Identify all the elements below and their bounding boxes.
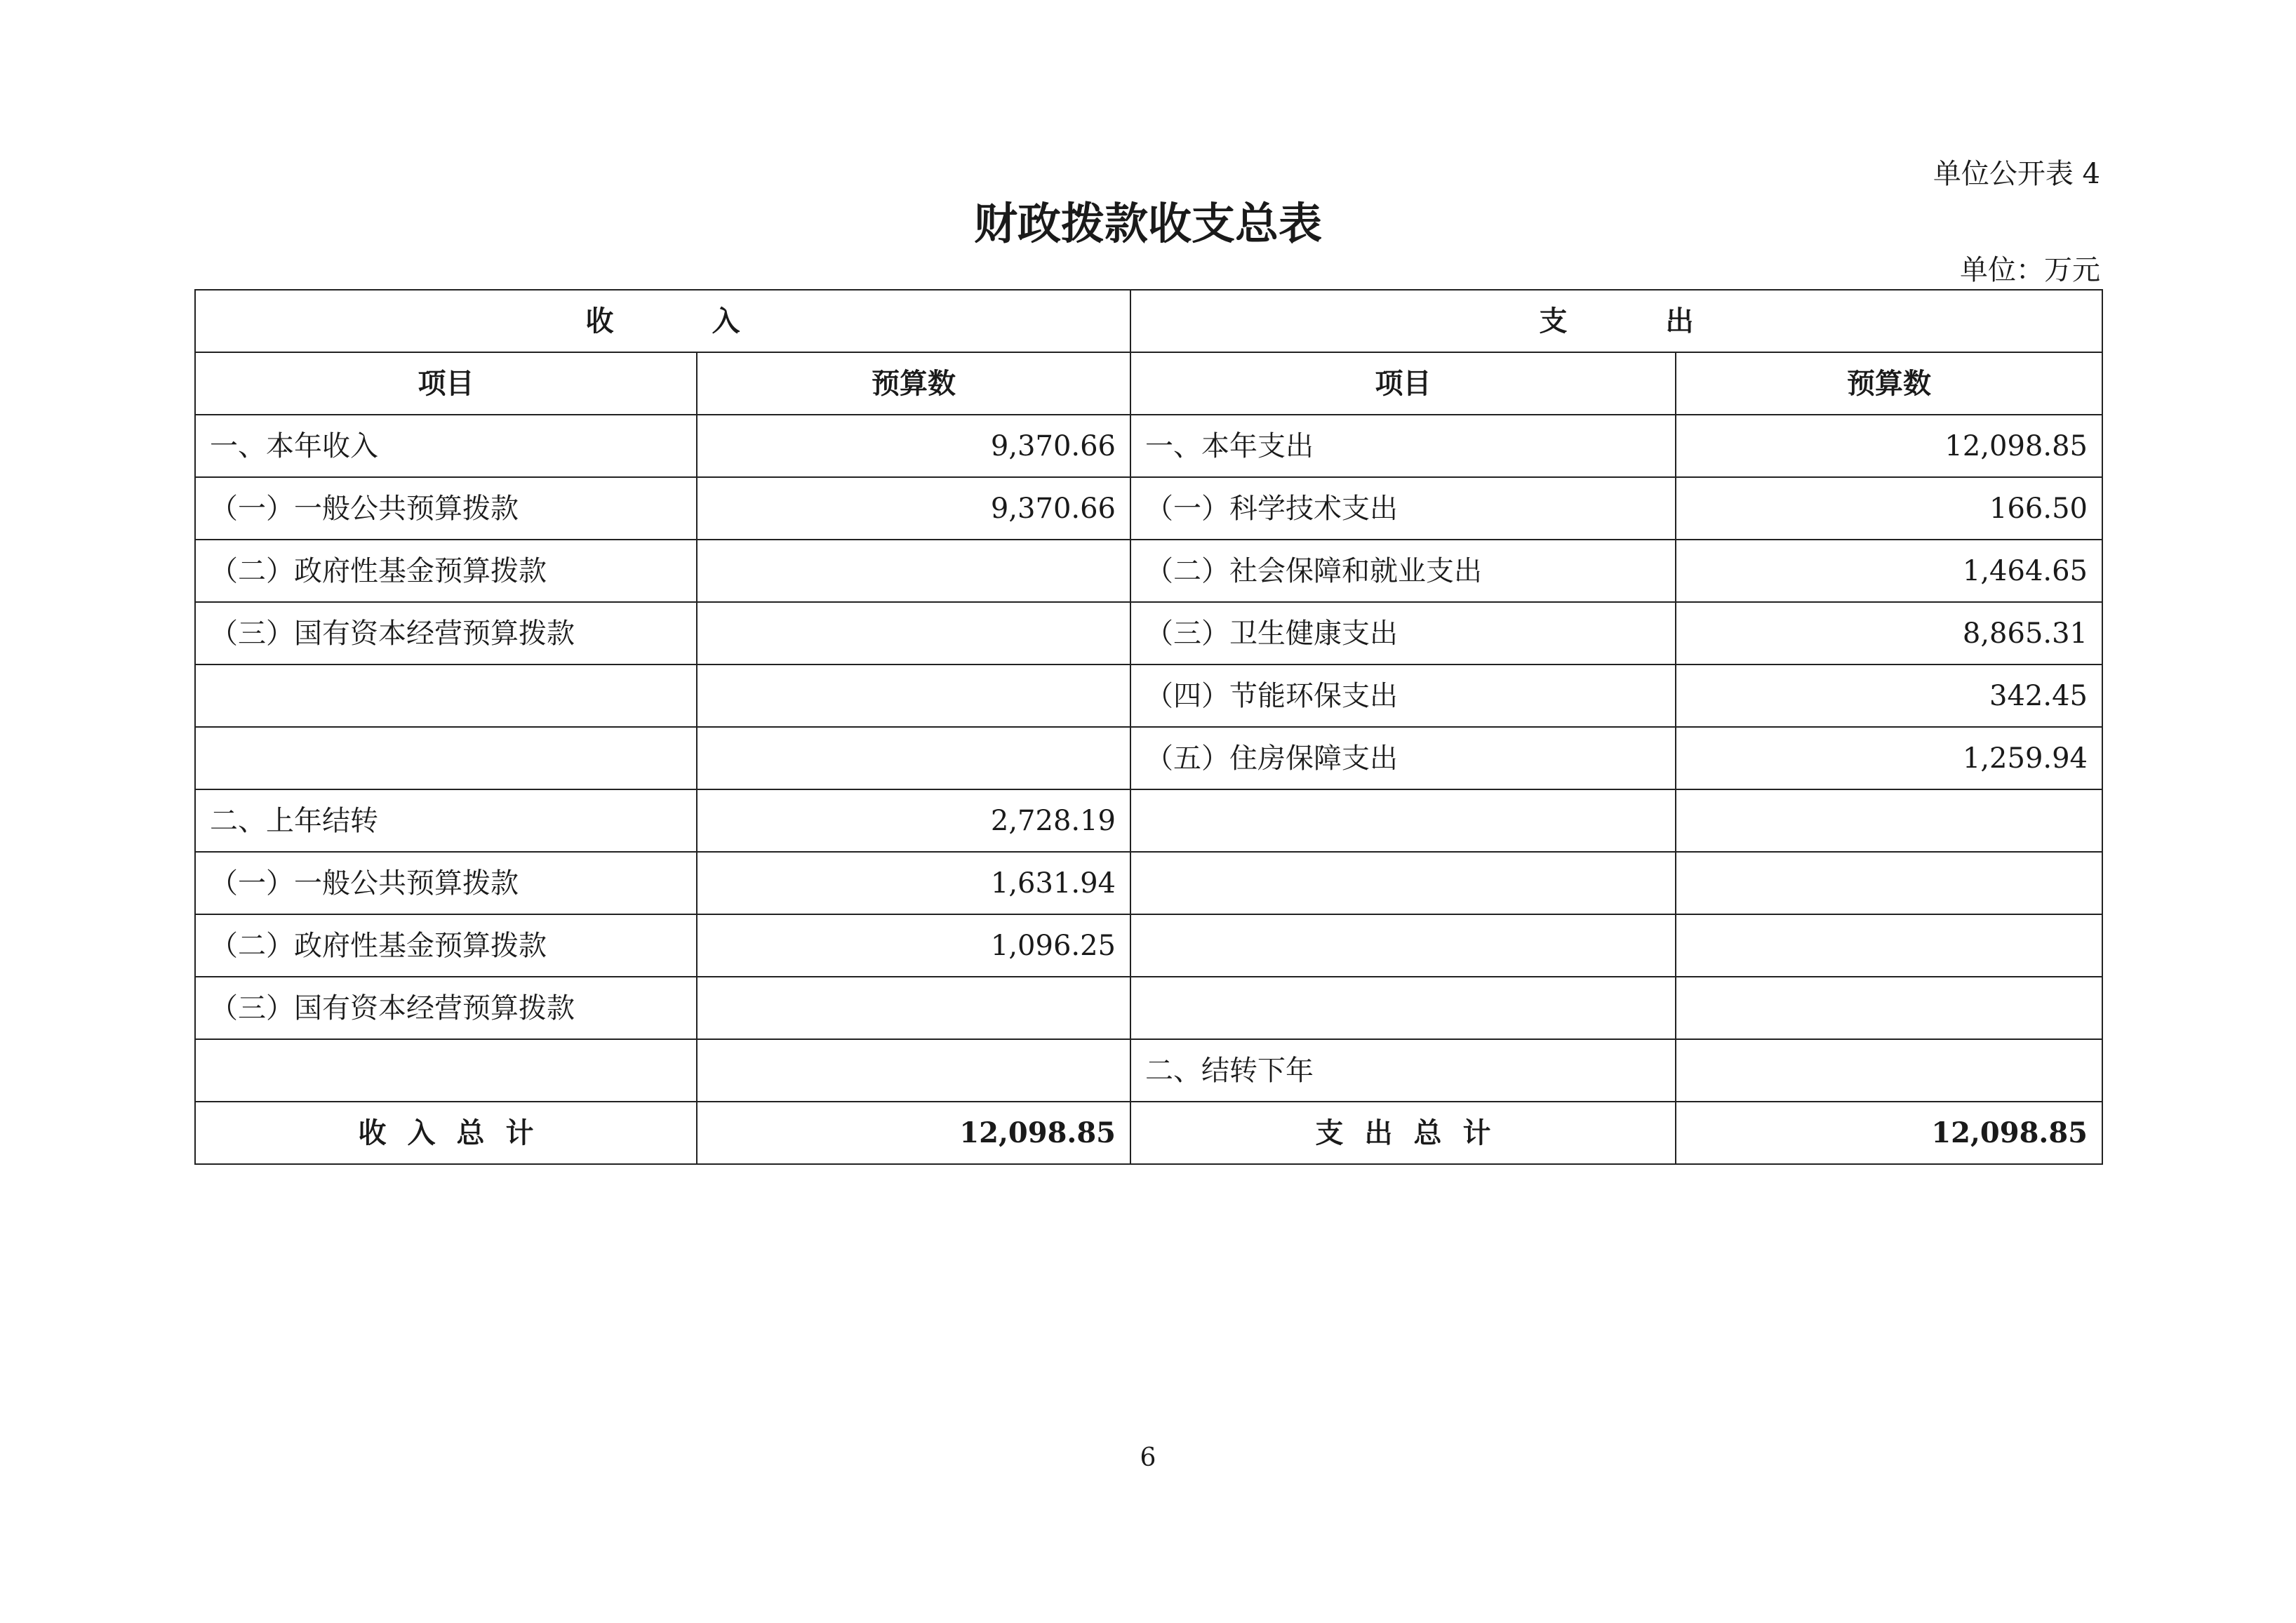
expense-amount: 1,259.94: [1676, 727, 2102, 789]
page-number: 6: [1140, 1443, 1156, 1472]
income-amount: [697, 540, 1130, 602]
income-amount: [697, 727, 1130, 789]
expense-item: （二）社会保障和就业支出: [1130, 540, 1676, 602]
totals-row: [195, 1102, 2102, 1164]
expense-total-amount: 12,098.85: [1676, 1102, 2102, 1164]
expense-item: （三）卫生健康支出: [1130, 602, 1676, 664]
expense-total-label: 支出总计: [1130, 1102, 1676, 1164]
expense-amount: 1,464.65: [1676, 540, 2102, 602]
income-amount: [697, 977, 1130, 1039]
expense-amount: [1676, 977, 2102, 1039]
income-total-amount: 12,098.85: [697, 1102, 1130, 1164]
table-row: [195, 789, 2102, 852]
expense-item: 二、结转下年: [1130, 1039, 1676, 1102]
expense-amount: [1676, 789, 2102, 852]
table-row: [195, 1039, 2102, 1102]
income-amount-header: 预算数: [697, 352, 1130, 415]
section-header-row: [195, 290, 2102, 352]
expense-amount: [1676, 1039, 2102, 1102]
income-amount: 2,728.19: [697, 789, 1130, 852]
income-item: （一）一般公共预算拨款: [195, 477, 697, 540]
income-amount: [697, 1039, 1130, 1102]
income-item: （三）国有资本经营预算拨款: [195, 977, 697, 1039]
expense-item: （五）住房保障支出: [1130, 727, 1676, 789]
column-header-row: [195, 352, 2102, 415]
table-row: [195, 727, 2102, 789]
income-item: [195, 727, 697, 789]
income-item: 二、上年结转: [195, 789, 697, 852]
expense-item: [1130, 852, 1676, 914]
table-row: [195, 415, 2102, 477]
expense-amount: [1676, 852, 2102, 914]
income-item: 一、本年收入: [195, 415, 697, 477]
income-item: （二）政府性基金预算拨款: [195, 914, 697, 977]
income-amount: 9,370.66: [697, 477, 1130, 540]
table-row: [195, 914, 2102, 977]
expense-item: [1130, 789, 1676, 852]
income-amount: 9,370.66: [697, 415, 1130, 477]
expense-item: [1130, 914, 1676, 977]
expense-amount: 8,865.31: [1676, 602, 2102, 664]
expense-amount: [1676, 914, 2102, 977]
expense-item: （一）科学技术支出: [1130, 477, 1676, 540]
expense-item: [1130, 977, 1676, 1039]
income-item: [195, 664, 697, 727]
income-item: [195, 1039, 697, 1102]
income-item: （一）一般公共预算拨款: [195, 852, 697, 914]
budget-table: [194, 289, 2103, 1165]
table-row: [195, 477, 2102, 540]
expense-item-header: 项目: [1130, 352, 1676, 415]
table-row: [195, 602, 2102, 664]
expense-item: 一、本年支出: [1130, 415, 1676, 477]
expense-amount: 342.45: [1676, 664, 2102, 727]
income-item-header: 项目: [195, 352, 697, 415]
income-total-label: 收入总计: [195, 1102, 697, 1164]
table-row: [195, 977, 2102, 1039]
income-amount: 1,631.94: [697, 852, 1130, 914]
expense-amount: 166.50: [1676, 477, 2102, 540]
expense-item: （四）节能环保支出: [1130, 664, 1676, 727]
income-amount: 1,096.25: [697, 914, 1130, 977]
table-row: [195, 540, 2102, 602]
income-amount: [697, 664, 1130, 727]
page-title: 财政拨款收支总表: [973, 198, 1322, 249]
form-id: 单位公开表 4: [1933, 158, 2100, 190]
income-amount: [697, 602, 1130, 664]
table-row: [195, 664, 2102, 727]
income-section-header: 收入: [195, 290, 1130, 352]
expense-amount-header: 预算数: [1676, 352, 2102, 415]
income-item: （三）国有资本经营预算拨款: [195, 602, 697, 664]
expense-section-header: 支出: [1130, 290, 2102, 352]
expense-amount: 12,098.85: [1676, 415, 2102, 477]
income-item: （二）政府性基金预算拨款: [195, 540, 697, 602]
unit-label: 单位：万元: [1960, 254, 2100, 286]
table-row: [195, 852, 2102, 914]
